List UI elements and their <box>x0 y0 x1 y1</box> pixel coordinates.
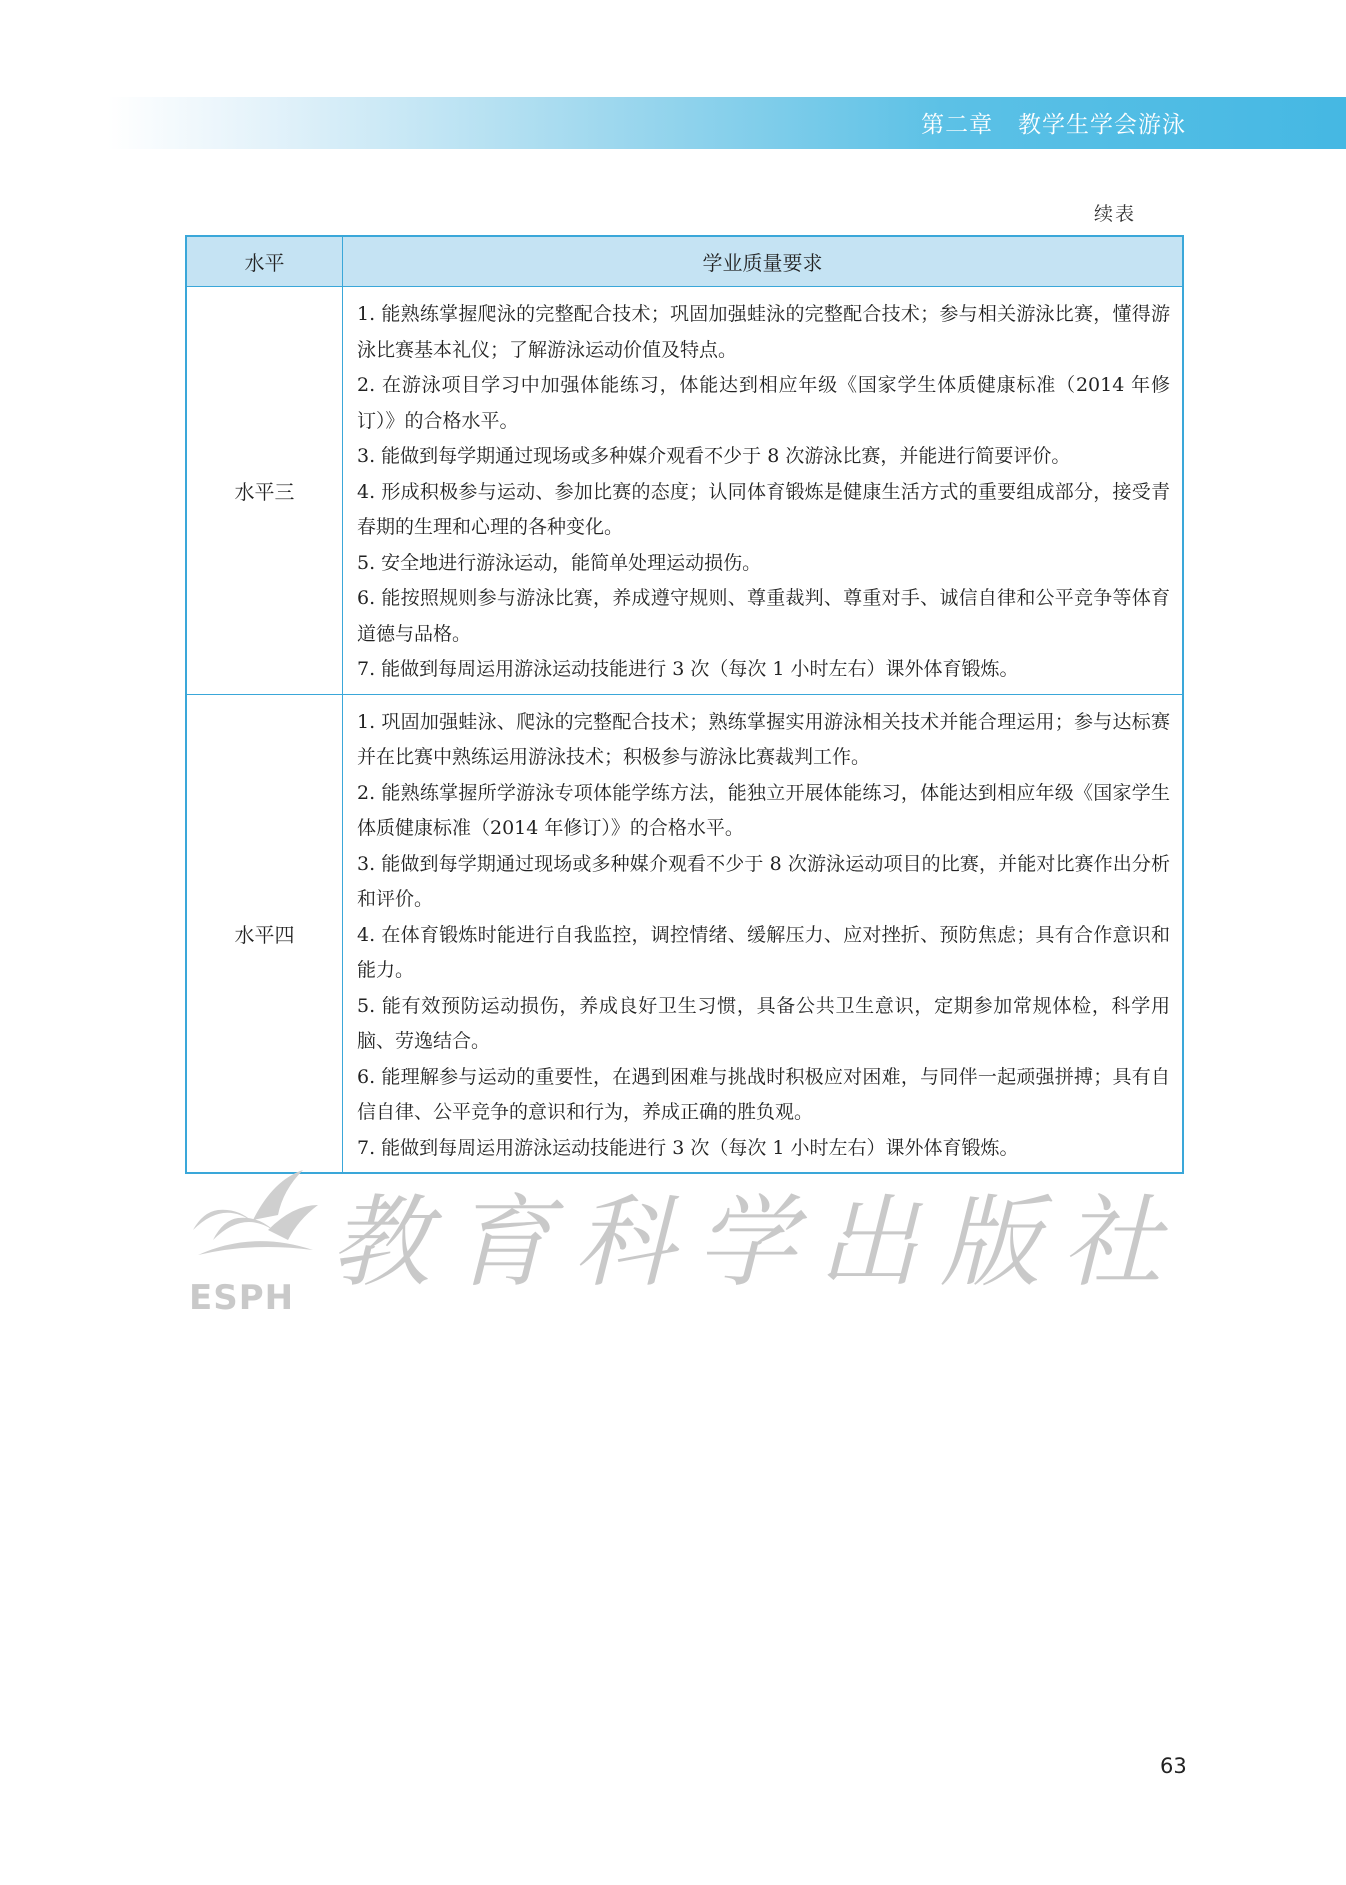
requirement-item: 4. 形成积极参与运动、参加比赛的态度；认同体育锻炼是健康生活方式的重要组成部分，接受青春期的生理和心理的各种变化。 <box>357 480 1170 538</box>
requirement-item: 3. 能做到每学期通过现场或多种媒介观看不少于 8 次游泳比赛，并能进行简要评价。 <box>357 445 1071 467</box>
chapter-header <box>921 106 1186 139</box>
table-row <box>186 287 1183 695</box>
requirement-item: 2. 能熟练掌握所学游泳专项体能学练方法，能独立开展体能练习，体能达到相应年级《国家学生体质健康标准（2014 年修订）》的合格水平。 <box>357 781 1170 839</box>
page-number: 63 <box>1160 1754 1187 1778</box>
level-cell: 水平四 <box>186 694 343 1173</box>
requirement-item: 7. 能做到每周运用游泳运动技能进行 3 次（每次 1 小时左右）课外体育锻炼。 <box>357 658 1019 680</box>
table-header-row <box>186 236 1183 287</box>
requirement-item: 1. 能熟练掌握爬泳的完整配合技术；巩固加强蛙泳的完整配合技术；参与相关游泳比赛，懂得游泳比赛基本礼仪；了解游泳运动价值及特点。 <box>357 303 1170 361</box>
requirement-item: 5. 能有效预防运动损伤，养成良好卫生习惯，具备公共卫生意识，定期参加常规体检，科学用脑、劳逸结合。 <box>357 994 1170 1052</box>
level-cell: 水平三 <box>186 287 343 695</box>
publisher-logo-icon <box>183 1160 323 1280</box>
requirement-item: 3. 能做到每学期通过现场或多种媒介观看不少于 8 次游泳运动项目的比赛，并能对比赛作出分析和评价。 <box>357 852 1170 910</box>
column-header-level: 水平 <box>186 236 343 287</box>
requirement-item: 6. 能按照规则参与游泳比赛，养成遵守规则、尊重裁判、尊重对手、诚信自律和公平竞争等体育道德与品格。 <box>357 587 1170 645</box>
requirement-item: 2. 在游泳项目学习中加强体能练习，体能达到相应年级《国家学生体质健康标准（2014 年修订）》的合格水平。 <box>357 374 1170 432</box>
requirement-item: 4. 在体育锻炼时能进行自我监控，调控情绪、缓解压力、应对挫折、预防焦虑；具有合作意识和能力。 <box>357 923 1170 981</box>
chapter-title: 教学生学会游泳 <box>1018 112 1186 138</box>
requirement-item: 7. 能做到每周运用游泳运动技能进行 3 次（每次 1 小时左右）课外体育锻炼。 <box>357 1136 1019 1159</box>
requirement-item: 6. 能理解参与运动的重要性，在遇到困难与挑战时积极应对困难，与同伴一起顽强拼搏；具有自信自律、公平竞争的意识和行为，养成正确的胜负观。 <box>357 1065 1170 1123</box>
chapter-number: 第二章 <box>921 112 994 138</box>
requirement-item: 5. 安全地进行游泳运动，能简单处理运动损伤。 <box>357 551 762 574</box>
requirement-item: 1. 巩固加强蛙泳、爬泳的完整配合技术；熟练掌握实用游泳相关技术并能合理运用；参与达标赛并在比赛中熟练运用游泳技术；积极参与游泳比赛裁判工作。 <box>357 710 1170 768</box>
academic-quality-table <box>185 235 1184 1174</box>
publisher-watermark: 教育科学出版社 <box>330 1184 1184 1301</box>
requirements-cell <box>343 694 1184 1173</box>
publisher-logo-text: ESPH <box>189 1278 295 1318</box>
requirements-cell <box>343 287 1184 695</box>
table-row <box>186 694 1183 1173</box>
column-header-requirements: 学业质量要求 <box>343 236 1184 287</box>
table-continued-note: 续表 <box>1094 203 1137 225</box>
